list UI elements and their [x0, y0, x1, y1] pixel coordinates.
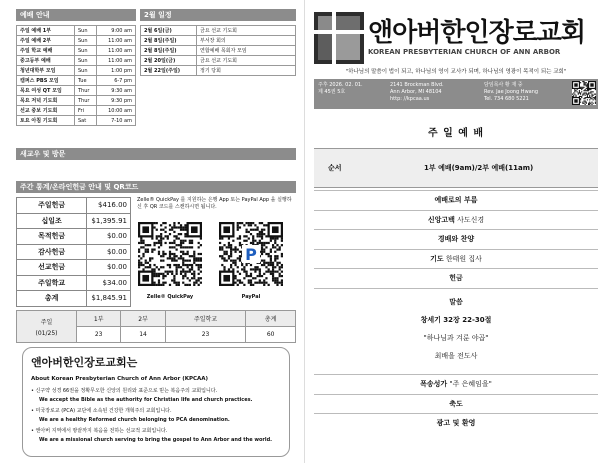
attendance-table: [16, 310, 296, 343]
church-website[interactable]: http: //kpcaa.us: [390, 96, 430, 102]
worship-row: [17, 26, 136, 36]
worship-name: 선교 중보 기도회: [17, 106, 75, 116]
preacher: 최배을 전도사: [434, 352, 478, 360]
order-label: 순서: [328, 164, 342, 172]
about-item-ko: • 앤아버 지역에서 땅끝까지 복음을 전하는 선교적 교회입니다.: [31, 428, 168, 434]
offering-row: [17, 244, 131, 260]
attendance-header-4: 총계: [246, 311, 296, 327]
worship-row: [17, 106, 136, 116]
worship-day: Sun: [75, 36, 97, 46]
worship-name: 중고등부 예배: [17, 56, 75, 66]
worship-day: Thur: [75, 86, 97, 96]
worship-time: 1:00 pm: [97, 66, 136, 76]
about-item-en: We are a missional church serving to bring the gospel to Ann Arbor and the world.: [39, 437, 273, 443]
worship-name: 목요 여성 QT 모임: [17, 86, 75, 96]
sermon-title: "하나님과 겨룬 야곱": [423, 334, 489, 342]
offering-title: 주간 통계/온라인헌금 안내 및 QR코드: [20, 183, 139, 191]
newcomers-header: [16, 148, 296, 160]
worship-name: 캠퍼스 PBS 모임: [17, 76, 75, 86]
attendance-value-4: 60: [246, 327, 296, 343]
worship-time: 11:00 am: [97, 36, 136, 46]
pastor-en: Rev. Jae Joong Hwang: [484, 89, 539, 95]
church-name-ko: 앤아버한인장로교회: [368, 18, 586, 48]
service-item: 기도 한태원 집사: [314, 249, 598, 269]
motto: "하나님의 말씀이 법이 되고, 하나님의 영이 교사가 되며, 하나님의 영광이 목적이 되는 교회": [345, 69, 567, 75]
offering-row: [17, 213, 131, 229]
worship-row: [17, 36, 136, 46]
sermon-block: [314, 288, 598, 374]
info-bar: [314, 79, 598, 109]
schedule-event: 부서장 회의: [197, 36, 296, 46]
worship-row: [17, 96, 136, 106]
church-address-1: 2141 Brockman Blvd.: [390, 82, 444, 88]
zelle-qr-code[interactable]: [138, 222, 202, 286]
worship-day: Sun: [75, 46, 97, 56]
church-logo-icon: [314, 12, 364, 64]
bulletin-qr-code[interactable]: [572, 81, 596, 105]
worship-time: 10:00 am: [97, 106, 136, 116]
worship-guide-table: [16, 25, 136, 126]
offering-amount: $0.00: [87, 229, 131, 245]
worship-row: [17, 56, 136, 66]
order-row: [314, 148, 598, 188]
worship-day: Sun: [75, 66, 97, 76]
service-item: 광고 및 환영: [314, 413, 598, 433]
worship-time: 9:00 am: [97, 26, 136, 36]
about-title: 앤아버한인장로교회는: [31, 356, 138, 369]
attendance-sunday-cell: 주일 (01/25): [17, 311, 77, 343]
service-item: 축도: [314, 394, 598, 414]
worship-row: [17, 116, 136, 126]
worship-day: Sat: [75, 116, 97, 126]
attendance-value-3: 23: [165, 327, 246, 343]
service-item: 헌금: [314, 268, 598, 288]
offering-label: 감사헌금: [17, 244, 87, 260]
about-item-en: We accept the Bible as the authority for Christian life and church practices.: [39, 397, 253, 403]
worship-day: Sun: [75, 56, 97, 66]
worship-guide-header: [16, 9, 136, 21]
offering-row: [17, 198, 131, 214]
worship-day: Tue: [75, 76, 97, 86]
offering-label: 목적헌금: [17, 229, 87, 245]
offering-amount: $416.00: [87, 198, 131, 214]
worship-row: [17, 76, 136, 86]
schedule-row: [141, 46, 296, 56]
offering-label: 십일조: [17, 213, 87, 229]
schedule-event: 금요 선교 기도회: [197, 26, 296, 36]
worship-time: 7-10 am: [97, 116, 136, 126]
about-item-en: We are a healthy Reformed church belonging to PCA denomination.: [39, 417, 230, 423]
attendance-value-1: 23: [77, 327, 121, 343]
worship-name: 청년대학부 모임: [17, 66, 75, 76]
schedule-event: 금요 선교 기도회: [197, 56, 296, 66]
service-title: 주 일 예 배: [427, 128, 485, 139]
offering-row: [17, 229, 131, 245]
newcomers-title: 새교우 및 방문: [20, 150, 66, 158]
about-subtitle: About Korean Presbyterian Church of Ann Arbor (KPCAA): [31, 376, 209, 382]
service-item: 경배와 찬양: [314, 229, 598, 249]
schedule-row: [141, 26, 296, 36]
offering-label: 선교헌금: [17, 260, 87, 276]
offering-amount: $0.00: [87, 260, 131, 276]
offering-amount: $34.00: [87, 275, 131, 291]
feb-schedule-table: [140, 25, 296, 76]
service-item: 예배로의 부름: [314, 190, 598, 210]
worship-row: [17, 46, 136, 56]
offering-amount: $1,845.91: [87, 291, 131, 307]
bulletin-issue: 제 45권 5호: [318, 89, 346, 95]
offering-amount: $1,395.91: [87, 213, 131, 229]
attendance-header-2: 2부: [121, 311, 165, 327]
schedule-row: [141, 66, 296, 76]
offering-label: 주일학교: [17, 275, 87, 291]
about-item-ko: • 미국장로교 (PCA) 교단에 소속된 건강한 개혁주의 교회입니다.: [31, 408, 172, 414]
offering-label: 주일헌금: [17, 198, 87, 214]
feb-schedule-header: [140, 9, 296, 21]
offering-amount: $0.00: [87, 244, 131, 260]
schedule-date: 2월 22일(주일): [141, 66, 197, 76]
worship-time: 11:00 am: [97, 56, 136, 66]
paypal-qr-code[interactable]: [219, 222, 283, 286]
worship-name: 토요 아침 기도회: [17, 116, 75, 126]
svg-text:P: P: [245, 245, 257, 264]
offering-row: [17, 291, 131, 307]
bulletin-date: 주후 2026. 02. 01.: [318, 82, 363, 88]
offering-header: [16, 181, 296, 193]
page-divider: [304, 0, 305, 463]
about-box: [22, 347, 290, 457]
worship-name: 주일 학교 예배: [17, 46, 75, 56]
schedule-date: 2월 8일(주일): [141, 36, 197, 46]
sermon-passage: 창세기 32장 22-30절: [420, 316, 492, 324]
attendance-header-3: 주일학교: [165, 311, 246, 327]
worship-time: 6-7 pm: [97, 76, 136, 86]
feb-schedule-title: 2월 일정: [144, 11, 172, 19]
worship-name: 주일 예배 2부: [17, 36, 75, 46]
schedule-event: 정기 당회: [197, 66, 296, 76]
about-list: [31, 387, 281, 443]
worship-guide-title: 예배 안내: [20, 11, 50, 19]
worship-time: 11:00 am: [97, 46, 136, 56]
attendance-header-1: 1부: [77, 311, 121, 327]
service-item: 폭송성가 "주 은혜임을": [314, 374, 598, 394]
paypal-label: PayPal: [241, 294, 261, 300]
offering-row: [17, 275, 131, 291]
worship-name: 주일 예배 1부: [17, 26, 75, 36]
offering-row: [17, 260, 131, 276]
schedule-row: [141, 56, 296, 66]
about-item-ko: • 신구약 성경 66권을 정확무오한 신앙의 원리와 표준으로 믿는 복음주의 교회입니다.: [31, 388, 218, 394]
worship-time: 9:30 am: [97, 86, 136, 96]
schedule-date: 2월 20일(금): [141, 56, 197, 66]
order-value: 1부 예배(9am)/2부 예배(11am): [424, 164, 534, 172]
pastor-ko: 담임목사 황 재 중: [484, 82, 523, 88]
church-name-en: KOREAN PRESBYTERIAN CHURCH OF ANN ARBOR: [368, 48, 561, 56]
worship-day: Fri: [75, 106, 97, 116]
offering-label: 총계: [17, 291, 87, 307]
schedule-event: 연합예배 목회자 모임: [197, 46, 296, 56]
worship-time: 9:30 pm: [97, 96, 136, 106]
offering-table: [16, 197, 131, 307]
service-item: 신앙고백 사도신경: [314, 210, 598, 230]
church-phone: Tel. 734 680 5221: [484, 96, 529, 102]
worship-row: [17, 66, 136, 76]
worship-day: Sun: [75, 26, 97, 36]
schedule-date: 2월 8일(주일): [141, 46, 197, 56]
schedule-date: 2월 6일(금): [141, 26, 197, 36]
worship-row: [17, 86, 136, 96]
worship-name: 목요 저녁 기도회: [17, 96, 75, 106]
zelle-instructions: Zelle® QuickPay 를 지원하는 은행 App 또는 PayPal App 을 실행하신 후 QR 코드를 스캔하시면 됩니다.: [137, 197, 292, 210]
church-address-2: Ann Arbor, MI 48104: [390, 89, 442, 95]
zelle-label: Zelle® QuickPay: [146, 294, 194, 300]
sermon-label: 말씀: [449, 298, 463, 306]
schedule-row: [141, 36, 296, 46]
worship-day: Thur: [75, 96, 97, 106]
attendance-value-2: 14: [121, 327, 165, 343]
